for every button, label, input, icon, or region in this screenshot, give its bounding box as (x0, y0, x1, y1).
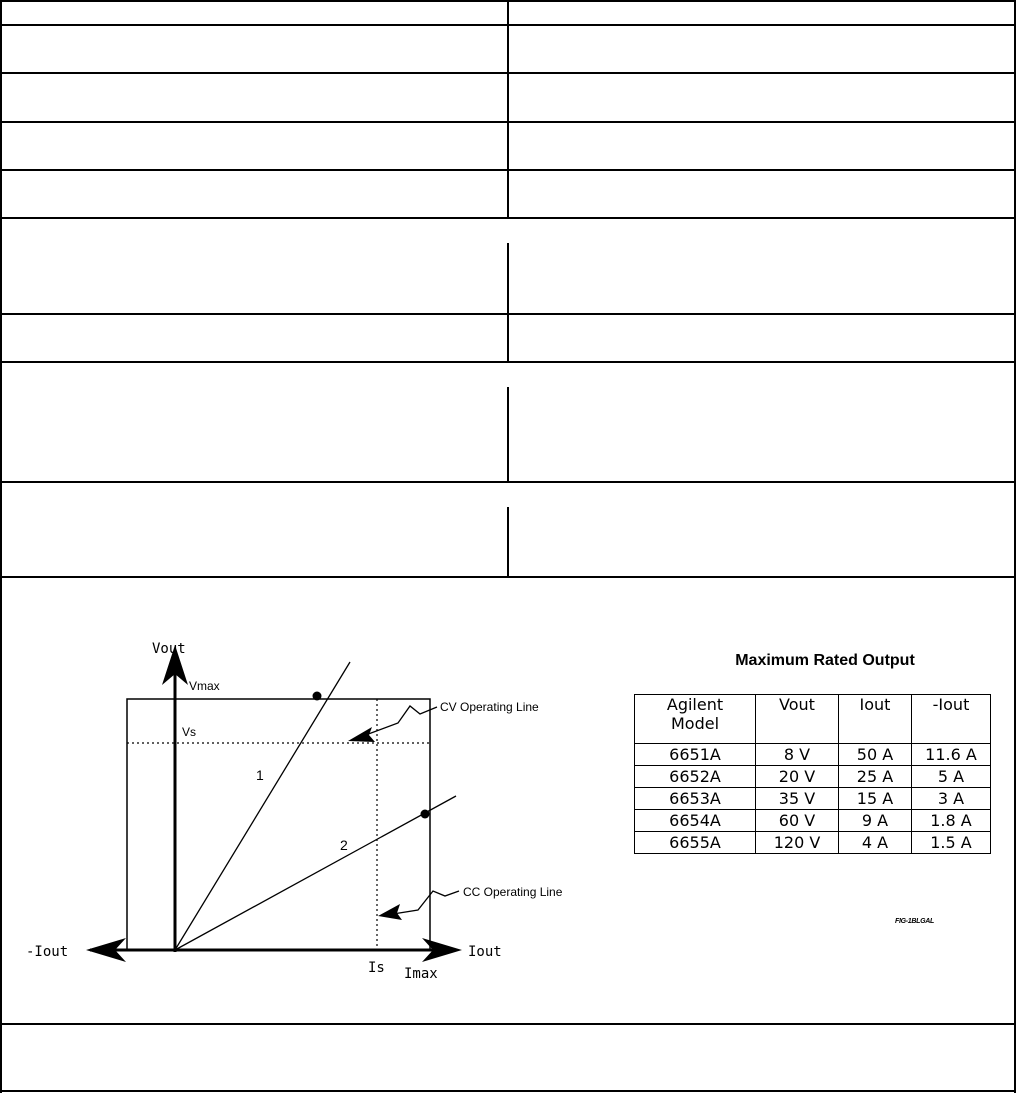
cc-pointer-line (393, 891, 459, 914)
cell-neg-iout: 11.6 A (912, 744, 991, 766)
cell-neg-iout: 5 A (912, 766, 991, 788)
line1-intersection-dot (313, 692, 322, 701)
imax-label: Imax (404, 966, 438, 982)
cell-vout: 35 V (756, 788, 839, 810)
cell-neg-iout: 1.5 A (912, 832, 991, 854)
cell-vout: 8 V (756, 744, 839, 766)
load-line-2 (175, 796, 456, 950)
is-label: Is (368, 960, 385, 976)
vs-label: Vs (182, 725, 197, 739)
cell-model: 6652A (635, 766, 756, 788)
cell-neg-iout: 3 A (912, 788, 991, 810)
header-model: Agilent Model (635, 695, 756, 744)
cell-iout: 50 A (839, 744, 912, 766)
cell-neg-iout: 1.8 A (912, 810, 991, 832)
iout-label: Iout (468, 944, 502, 960)
neg-iout-label: -Iout (26, 944, 69, 960)
rating-table-title: Maximum Rated Output (735, 652, 915, 669)
cv-operating-line-label: CV Operating Line (440, 700, 539, 714)
cc-operating-line-label: CC Operating Line (463, 885, 563, 899)
header-vout: Vout (756, 695, 839, 744)
table-row (635, 766, 991, 788)
cell-iout: 25 A (839, 766, 912, 788)
table-row (635, 832, 991, 854)
line1-label: 1 (256, 767, 264, 783)
cell-iout: 4 A (839, 832, 912, 854)
header-neg-iout: -Iout (912, 695, 991, 744)
cell-model: 6655A (635, 832, 756, 854)
cell-vout: 120 V (756, 832, 839, 854)
operating-boundary-box (127, 699, 430, 950)
cc-pointer-arrowhead (378, 904, 402, 920)
table-row (635, 810, 991, 832)
cell-model: 6653A (635, 788, 756, 810)
cell-iout: 9 A (839, 810, 912, 832)
cell-model: 6651A (635, 744, 756, 766)
table-row (635, 788, 991, 810)
table-row (635, 744, 991, 766)
vout-axis-label: Vout (152, 641, 186, 657)
header-iout: Iout (839, 695, 912, 744)
cv-pointer-line (363, 706, 437, 736)
cell-vout: 60 V (756, 810, 839, 832)
line2-label: 2 (340, 837, 348, 853)
vmax-label: Vmax (189, 679, 220, 693)
line2-intersection-dot (421, 810, 430, 819)
cell-vout: 20 V (756, 766, 839, 788)
cv-pointer-arrowhead (348, 727, 375, 742)
cell-model: 6654A (635, 810, 756, 832)
cell-iout: 15 A (839, 788, 912, 810)
figure-id-label: FIG-1BLGAL (895, 918, 934, 925)
rating-table-header-row (635, 695, 991, 744)
load-line-1 (175, 662, 350, 950)
rating-table (634, 694, 991, 854)
